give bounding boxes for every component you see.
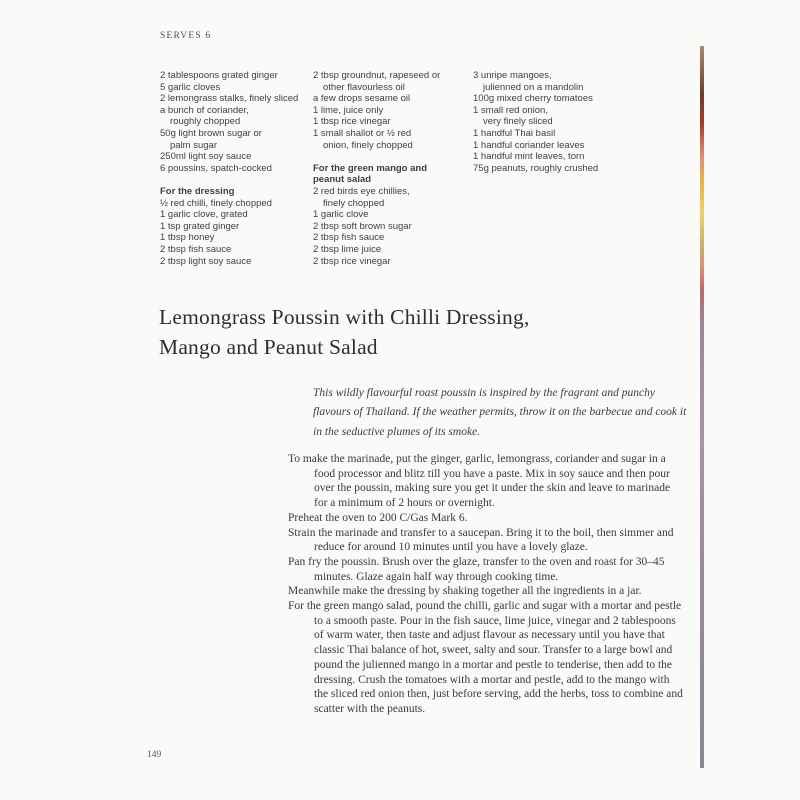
recipe-intro: This wildly flavourful roast poussin is inspired by the fragrant and punchy flavours of Thailand. If the weather permits, throw it on the barbecue and cook it in the seductive plumes of its smoke. bbox=[313, 387, 687, 438]
serves-label: SERVES 6 bbox=[160, 31, 212, 41]
ingredient-line: 2 tbsp soft brown sugar bbox=[313, 220, 412, 232]
ingredient-line: a few drops sesame oil bbox=[313, 93, 411, 105]
ingredient-line: onion, finely chopped bbox=[323, 139, 413, 151]
ingredient-line: 2 tbsp rice vinegar bbox=[313, 255, 391, 267]
ingredient-line: 1 tsp grated ginger bbox=[160, 220, 240, 232]
ingredient-line: 1 handful mint leaves, torn bbox=[473, 151, 585, 163]
recipe-title bbox=[159, 302, 530, 362]
section-heading-salad: peanut salad bbox=[313, 174, 372, 186]
ingredient-line: 2 tablespoons grated ginger bbox=[160, 70, 278, 81]
ingredient-line: 5 garlic cloves bbox=[160, 81, 221, 93]
page-number: 149 bbox=[147, 750, 162, 760]
ingredient-line: 2 tbsp fish sauce bbox=[160, 243, 232, 255]
ingredient-line: 2 lemongrass stalks, finely sliced bbox=[160, 93, 299, 105]
recipe-title-line: Mango and Peanut Salad bbox=[159, 335, 378, 359]
ingredient-line: 1 handful Thai basil bbox=[473, 127, 556, 139]
ingredient-line: 1 small shallot or ½ red bbox=[313, 127, 412, 139]
ingredient-line: 2 tbsp fish sauce bbox=[313, 232, 385, 244]
section-heading-dressing: For the dressing bbox=[160, 185, 235, 197]
ingredient-line: 1 tbsp honey bbox=[160, 232, 215, 244]
ingredient-line: 50g light brown sugar or bbox=[160, 127, 262, 139]
ingredient-line: 3 unripe mangoes, bbox=[473, 70, 552, 81]
method-paragraph: For the green mango salad, pound the chilli, garlic and sugar with a mortar and pestle to a smooth paste. Pour in the fish sauce, lime juice, vinegar and 2 tablespoons of warm water, then taste and adjust flavour as necessary until you have that classic Thai balance of hot, sweet, salty and sour. Transfer to a large bowl and pound the julienned mango in a mortar and pestle to tenderise, then add to the dressing. Crush the tomatoes with a mortar and pestle, add to the mango with the sliced red onion then, just before serving, add the herbs, toss to combine and scatter with the peanuts. bbox=[288, 600, 683, 715]
ingredient-line: 1 lime, juice only bbox=[313, 104, 384, 116]
ingredient-line: 2 tbsp light soy sauce bbox=[160, 255, 252, 267]
ingredient-line: a bunch of coriander, bbox=[160, 104, 249, 116]
method-paragraph: Strain the marinade and transfer to a saucepan. Bring it to the boil, then simmer and reduce for around 10 minutes until you have a lovely glaze. bbox=[288, 526, 674, 554]
method-paragraph: Meanwhile make the dressing by shaking together all the ingredients in a jar. bbox=[288, 585, 642, 598]
ingredient-line: very finely sliced bbox=[483, 116, 553, 128]
column-spacer bbox=[160, 174, 298, 186]
ingredient-line: 1 small red onion, bbox=[473, 104, 548, 116]
method-section bbox=[288, 452, 684, 717]
ingredient-line: other flavourless oil bbox=[323, 81, 405, 93]
ingredient-line: palm sugar bbox=[170, 139, 217, 151]
ingredient-line: finely chopped bbox=[323, 197, 385, 209]
ingredient-line: 1 tbsp rice vinegar bbox=[313, 116, 391, 128]
ingredient-line: ½ red chilli, finely chopped bbox=[160, 197, 272, 209]
method-paragraph: To make the marinade, put the ginger, garlic, lemongrass, coriander and sugar in a food processor and blitz till you have a paste. Mix in soy sauce and then pour over the poussin, making sure you get it under the skin and leave to marinade for a minimum of 2 hours or overnight. bbox=[288, 453, 671, 510]
column-spacer bbox=[313, 151, 440, 163]
ingredient-line: 1 garlic clove, grated bbox=[160, 209, 248, 221]
ingredient-line: roughly chopped bbox=[170, 116, 241, 128]
ingredient-line: 100g mixed cherry tomatoes bbox=[473, 93, 593, 105]
ingredient-line: 2 tbsp lime juice bbox=[313, 243, 382, 255]
ingredient-line: 6 poussins, spatch-cocked bbox=[160, 162, 272, 174]
recipe-title-line: Lemongrass Poussin with Chilli Dressing, bbox=[159, 305, 530, 329]
ingredient-line: 75g peanuts, roughly crushed bbox=[473, 162, 599, 174]
ingredient-line: 250ml light soy sauce bbox=[160, 151, 252, 163]
ingredient-line: 2 red birds eye chillies, bbox=[313, 185, 410, 197]
method-paragraph: Preheat the oven to 200 C/Gas Mark 6. bbox=[288, 511, 468, 524]
ingredient-line: 1 handful coriander leaves bbox=[473, 139, 585, 151]
ingredients-column-2 bbox=[313, 70, 440, 267]
ingredients-column-1 bbox=[160, 70, 298, 267]
ingredient-line: 2 tbsp groundnut, rapeseed or bbox=[313, 70, 441, 81]
ingredient-line: 1 garlic clove bbox=[313, 209, 369, 221]
method-paragraph: Pan fry the poussin. Brush over the glaze, transfer to the oven and roast for 30–45 minutes. Glaze again half way through cooking time. bbox=[288, 555, 665, 583]
section-heading-salad: For the green mango and bbox=[313, 162, 428, 174]
ingredients-column-3 bbox=[473, 70, 598, 174]
ingredient-line: julienned on a mandolin bbox=[483, 81, 584, 93]
facing-page-photo-sliver bbox=[700, 46, 704, 768]
